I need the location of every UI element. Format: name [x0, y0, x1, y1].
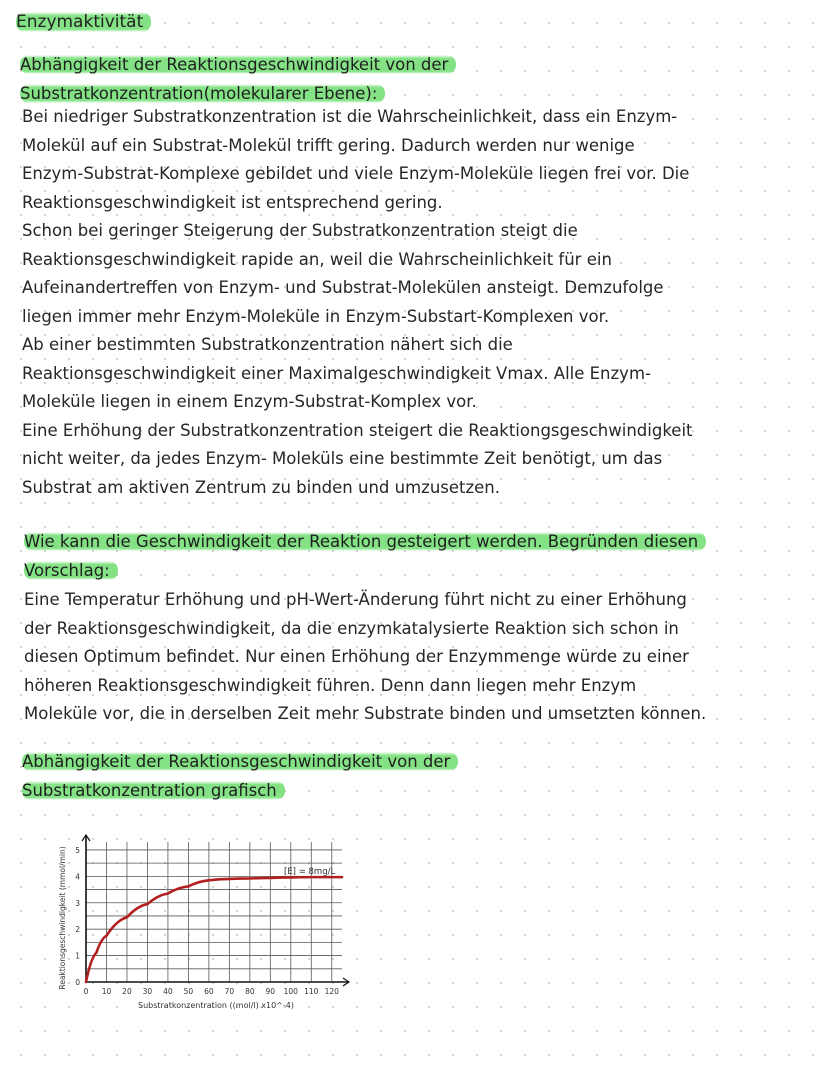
- text-line: Moleküle vor, die in derselben Zeit mehr Substrate binden und umsetzten können.: [24, 704, 707, 723]
- x-tick-label: 30: [142, 987, 153, 996]
- section2-heading-line: Wie kann die Geschwindigkeit der Reaktion gesteigert werden. Begründen diesen: [24, 532, 706, 551]
- text-line: Ab einer bestimmten Substratkonzentration nähert sich die: [22, 335, 513, 354]
- section2-heading: [24, 528, 784, 585]
- text-line: Eine Erhöhung der Substratkonzentration steigert die Reaktiongsgeschwindigkeit: [22, 420, 693, 440]
- y-tick-label: 2: [75, 925, 80, 935]
- page-title-text: Enzymaktivität: [16, 12, 151, 32]
- x-tick-label: 50: [183, 987, 194, 996]
- x-tick-label: 0: [83, 987, 89, 996]
- x-tick-label: 100: [283, 987, 298, 996]
- text-line: Molekül auf ein Substrat-Molekül trifft gering. Dadurch werden nur wenige: [22, 135, 635, 155]
- section3-heading-line: Substratkonzentration grafisch: [22, 781, 285, 800]
- section1-heading-line: Substratkonzentration(molekularer Ebene):: [20, 84, 385, 103]
- x-tick-label: 40: [163, 987, 173, 996]
- x-tick-label: 90: [265, 987, 276, 996]
- x-axis-label: Substratkonzentration ((mol/l) x10^-4): [137, 1001, 295, 1010]
- text-line: nicht weiter, da jedes Enzym- Moleküls eine bestimmte Zeit benötigt, um das: [22, 449, 663, 468]
- text-line: Enzym-Substrat-Komplexe gebildet und viele Enzym-Moleküle liegen frei vor. Die: [22, 164, 690, 183]
- y-tick-label: 0: [75, 978, 80, 987]
- section3-heading: [22, 748, 542, 805]
- text-line: diesen Optimum befindet. Nur einen Erhöhung der Enzymmenge würde zu einer: [24, 647, 689, 666]
- text-line: Reaktionsgeschwindigkeit rapide an, weil die Wahrscheinlichkeit für ein: [22, 249, 612, 269]
- y-tick-labels: [75, 846, 80, 987]
- text-line: Bei niedriger Substratkonzentration ist die Wahrscheinlichkeit, dass ein Enzym-: [22, 107, 678, 126]
- text-line: Moleküle liegen in einem Enzym-Substrat-Komplex vor.: [22, 392, 477, 411]
- x-tick-label: 20: [122, 987, 132, 996]
- chart-annotation: [E] = 8mg/L: [284, 867, 336, 877]
- y-tick-label: 5: [75, 845, 80, 855]
- text-line: Schon bei geringer Steigerung der Substratkonzentration steigt die: [22, 221, 578, 240]
- y-tick-label: 4: [75, 872, 80, 882]
- text-line: Aufeinandertreffen von Enzym- und Substrat-Molekülen ansteigt. Demzufolge: [22, 278, 664, 297]
- chart-axes: [82, 835, 349, 986]
- y-axis-label: Reaktionsgeschwindigkeit (mmol/min): [58, 846, 67, 990]
- x-tick-label: 120: [324, 987, 339, 996]
- text-line: Reaktionsgeschwindigkeit ist entsprechend gering.: [22, 192, 443, 212]
- section1-paragraph: [22, 103, 693, 502]
- section1-heading-line: Abhängigkeit der Reaktionsgeschwindigkeit von der: [20, 55, 456, 74]
- x-tick-label: 10: [101, 987, 112, 996]
- text-line: der Reaktionsgeschwindigkeit, da die enzymkatalysierte Reaktion sich schon in: [24, 618, 679, 638]
- text-line: Eine Temperatur Erhöhung und pH-Wert-Änderung führt nicht zu einer Erhöhung: [24, 590, 687, 609]
- y-tick-label: 3: [75, 898, 80, 908]
- text-line: Substrat am aktiven Zentrum zu binden und umzusetzen.: [22, 477, 501, 497]
- section2-heading-line: Vorschlag:: [24, 561, 118, 580]
- text-line: Reaktionsgeschwindigkeit einer Maximalgeschwindigkeit Vmax. Alle Enzym-: [22, 363, 651, 383]
- x-tick-label: 60: [204, 987, 214, 996]
- section3-heading-line: Abhängigkeit der Reaktionsgeschwindigkeit von der: [22, 752, 458, 771]
- text-line: liegen immer mehr Enzym-Moleküle in Enzym-Substart-Komplexen vor.: [22, 306, 610, 326]
- text-line: höheren Reaktionsgeschwindigkeit führen. Denn dann liegen mehr Enzym: [24, 675, 637, 695]
- section2-paragraph: [24, 586, 706, 729]
- x-tick-labels: [84, 987, 340, 996]
- x-tick-label: 80: [245, 987, 255, 996]
- section1-heading: [20, 51, 540, 108]
- chart-grid: [86, 842, 342, 982]
- page-title: [16, 9, 151, 35]
- x-tick-label: 110: [304, 987, 319, 996]
- x-tick-label: 70: [224, 987, 235, 996]
- y-tick-label: 1: [75, 951, 80, 961]
- enzyme-activity-chart: [54, 832, 354, 1022]
